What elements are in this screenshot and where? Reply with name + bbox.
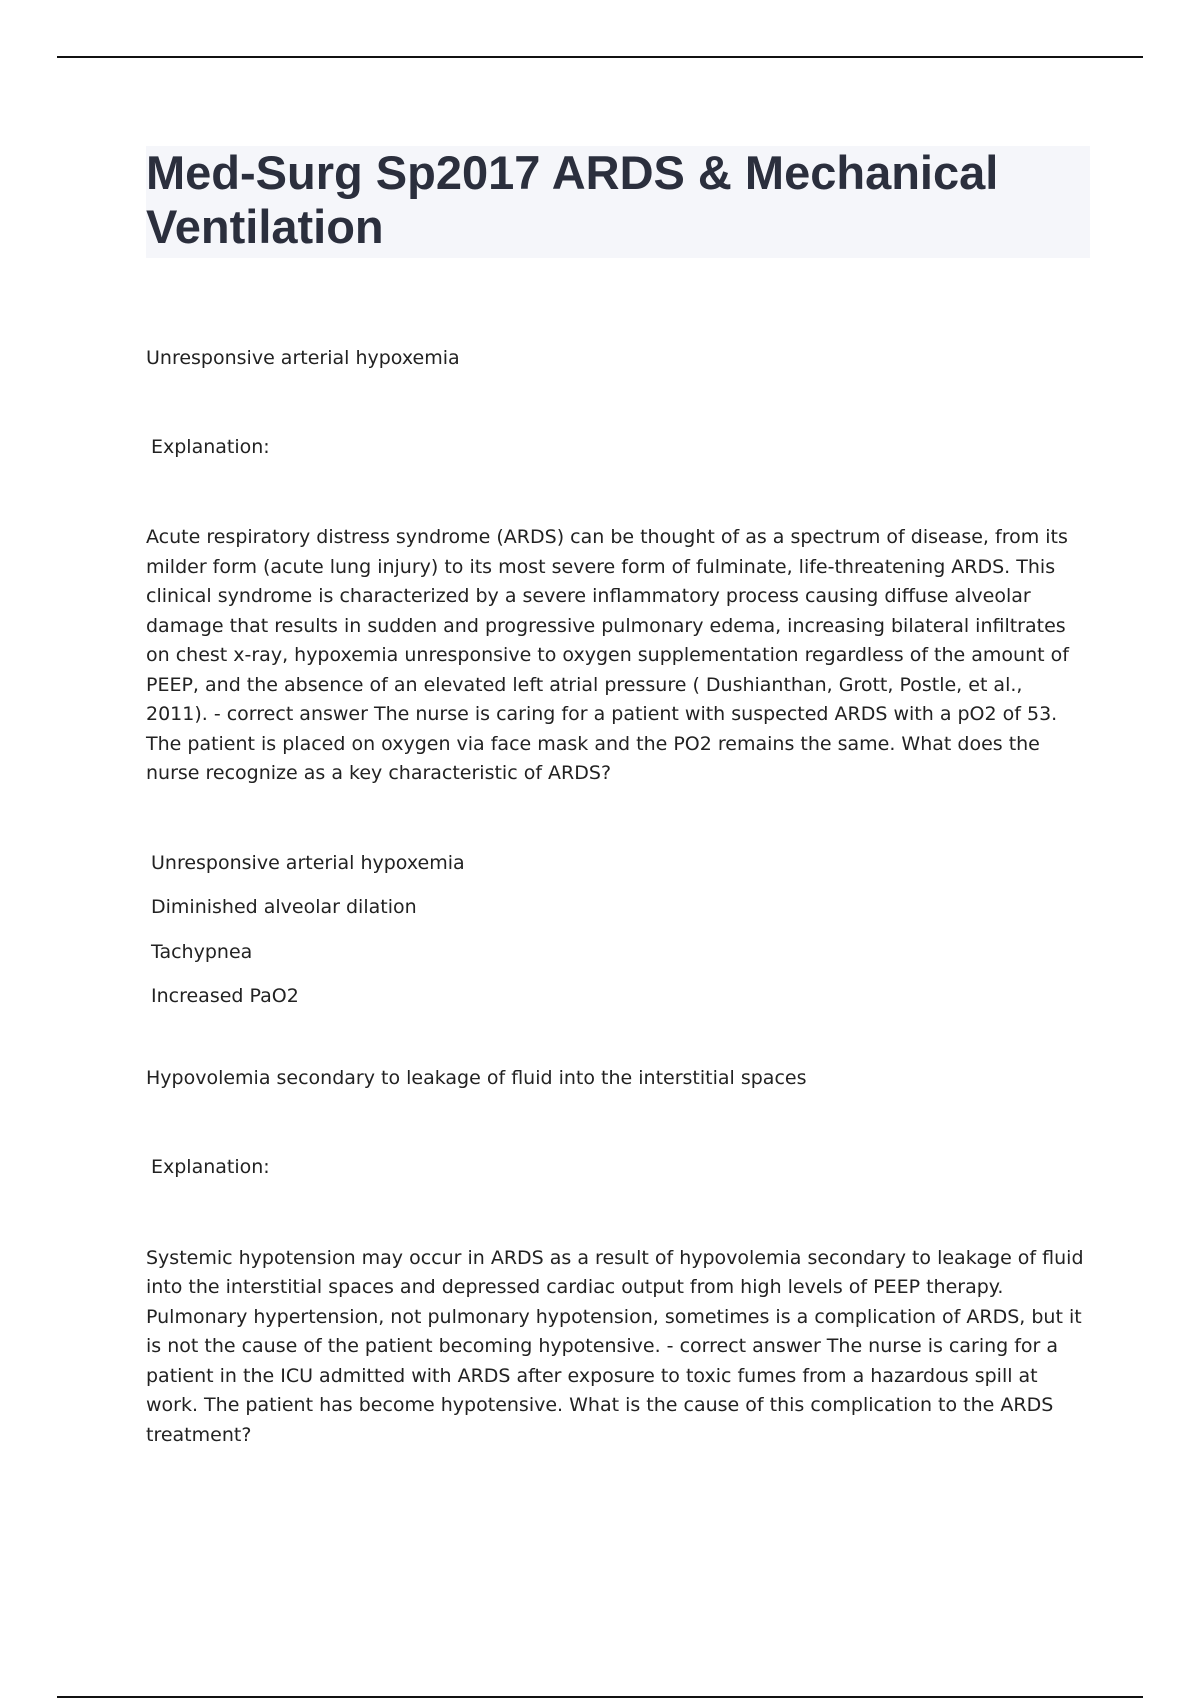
q2-explanation: Systemic hypotension may occur in ARDS as a result of hypovolemia secondary to leakage of fluid into the interstitial spaces and depressed cardiac output from high levels of PEEP therapy. Pulmonary hypertension, not pulmonary hypotension, sometimes is a complication of ARDS, but it is not the cause of the patient becoming hypotensive. - correct answer The nurse is caring for a patient in the ICU admitted with ARDS after exposure to toxic fumes from a hazardous spill at work. The patient has become hypotensive. What is the cause of this complication to the ARDS treatment? [146, 1246, 1084, 1446]
q1-explanation-label: Explanation: [151, 435, 270, 458]
bottom-divider [57, 1696, 1143, 1698]
q2-explanation-label: Explanation: [151, 1156, 270, 1178]
q1-option: Increased PaO2 [151, 985, 299, 1007]
title-banner [146, 146, 1090, 258]
document-body [146, 146, 1090, 1450]
q1-answer: Unresponsive arterial hypoxemia [146, 347, 460, 369]
q1-option: Diminished alveolar dilation [151, 896, 417, 918]
q2-answer: Hypovolemia secondary to leakage of fluid into the interstitial spaces [146, 1066, 807, 1089]
q1-options [146, 849, 1090, 1012]
top-divider [57, 56, 1143, 58]
document-title: Med-Surg Sp2017 ARDS & Mechanical Ventilation [146, 146, 999, 253]
q1-option: Tachypnea [151, 940, 253, 963]
q1-explanation: Acute respiratory distress syndrome (ARDS) can be thought of as a spectrum of disease, from its milder form (acute lung injury) to its most severe form of fulminate, life-threatening ARDS. This clinical syndrome is characterized by a severe inflammatory process causing diffuse alveolar damage that results in sudden and progressive pulmonary edema, increasing bilateral infiltrates on chest x-ray, hypoxemia unresponsive to oxygen supplementation regardless of the amount of PEEP, and the absence of an elevated left atrial pressure ( Dushianthan, Grott, Postle, et al., 2011). - correct answer The nurse is caring for a patient with suspected ARDS with a pO2 of 53. The patient is placed on oxygen via face mask and the PO2 remains the same. What does the nurse recognize as a key characteristic of ARDS? [146, 526, 1069, 784]
q1-option: Unresponsive arterial hypoxemia [151, 851, 465, 874]
